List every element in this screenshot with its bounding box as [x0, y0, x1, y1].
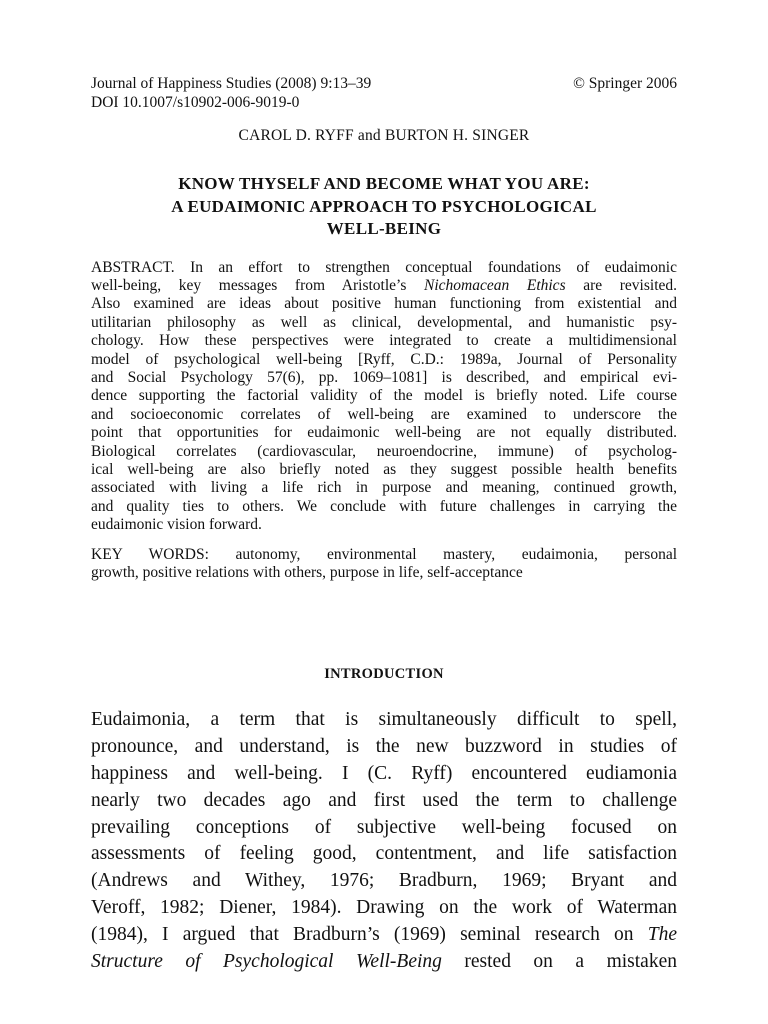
body-line: assessments of feeling good, contentment, and life satisfaction	[91, 843, 677, 865]
abstract-line: eudaimonic vision forward.	[91, 516, 262, 534]
body-line: Veroff, 1982; Diener, 1984). Drawing on the work of Waterman	[91, 896, 677, 918]
copyright-notice: © Springer 2006	[573, 75, 677, 92]
abstract-line: model of psychological well-being [Ryff, C.D.: 1989a, Journal of Personality	[91, 350, 677, 368]
body-line: (1984), I argued that Bradburn’s (1969) seminal research on The	[91, 923, 677, 945]
doi: DOI 10.1007/s10902-006-9019-0	[91, 94, 300, 111]
title-line: WELL-BEING	[326, 219, 442, 238]
book-title: Nichomacean Ethics	[424, 276, 566, 294]
body-line: happiness and well-being. I (C. Ryff) encountered eudiamonia	[91, 763, 677, 784]
journal-citation: Journal of Happiness Studies (2008) 9:13–39	[91, 75, 372, 92]
abstract-line: chology. How these perspectives were integrated to create a multidimensional	[91, 332, 677, 350]
paper-page	[91, 74, 677, 975]
abstract	[91, 259, 677, 535]
cited-title: The	[647, 923, 677, 945]
abstract-line: and Social Psychology 57(6), pp. 1069–1081] is described, and empirical evi-	[91, 368, 677, 386]
keywords-line: growth, positive relations with others, purpose in life, self-acceptance	[91, 564, 523, 581]
abstract-line: point that opportunities for eudaimonic well-being are not equally distributed.	[91, 424, 677, 442]
introduction-body	[91, 707, 677, 975]
abstract-line: dence supporting the factorial validity of the model is briefly noted. Life course	[91, 387, 677, 405]
title-line: A EUDAIMONIC APPROACH TO PSYCHOLOGICAL	[171, 196, 597, 216]
body-line: prevailing conceptions of subjective well-being focused on	[91, 816, 677, 838]
abstract-line: and socioeconomic correlates of well-being are examined to underscore the	[91, 405, 677, 423]
keywords	[91, 546, 677, 583]
body-line: (Andrews and Withey, 1976; Bradburn, 1969; Bryant and	[91, 870, 677, 892]
body-line: pronounce, and understand, is the new buzzword in studies of	[91, 736, 677, 758]
journal-header	[91, 74, 677, 93]
paper-title	[91, 173, 677, 241]
abstract-line: utilitarian philosophy as well as clinical, developmental, and humanistic psy-	[91, 313, 677, 331]
body-line: Structure of Psychological Well-Being rested on a mistaken	[91, 950, 677, 972]
body-line: Eudaimonia, a term that is simultaneously difficult to spell,	[91, 709, 677, 731]
body-line: nearly two decades ago and first used the term to challenge	[91, 789, 677, 811]
abstract-line: and quality ties to others. We conclude with future challenges in carrying the	[91, 497, 677, 515]
section-heading-introduction: INTRODUCTION	[324, 666, 444, 683]
abstract-line: Biological correlates (cardiovascular, neuroendocrine, immune) of psycholog-	[91, 442, 677, 460]
abstract-line: ical well-being are also briefly noted as they suggest possible health benefits	[91, 460, 677, 478]
abstract-line: Also examined are ideas about positive human functioning from existential and	[91, 295, 677, 313]
authors: CAROL D. RYFF and BURTON H. SINGER	[238, 127, 530, 144]
cited-title: Structure of Psychological Well-Being	[91, 950, 442, 972]
abstract-line: ABSTRACT. In an effort to strengthen conceptual foundations of eudaimonic	[91, 258, 677, 276]
keywords-line: KEY WORDS: autonomy, environmental mastery, eudaimonia, personal	[91, 545, 677, 563]
abstract-line: well-being, key messages from Aristotle’s Nichomacean Ethics are revisited.	[91, 276, 678, 294]
abstract-line: associated with living a life rich in purpose and meaning, continued growth,	[91, 479, 677, 497]
doi-line	[91, 93, 677, 112]
title-line: KNOW THYSELF AND BECOME WHAT YOU ARE:	[178, 174, 590, 193]
